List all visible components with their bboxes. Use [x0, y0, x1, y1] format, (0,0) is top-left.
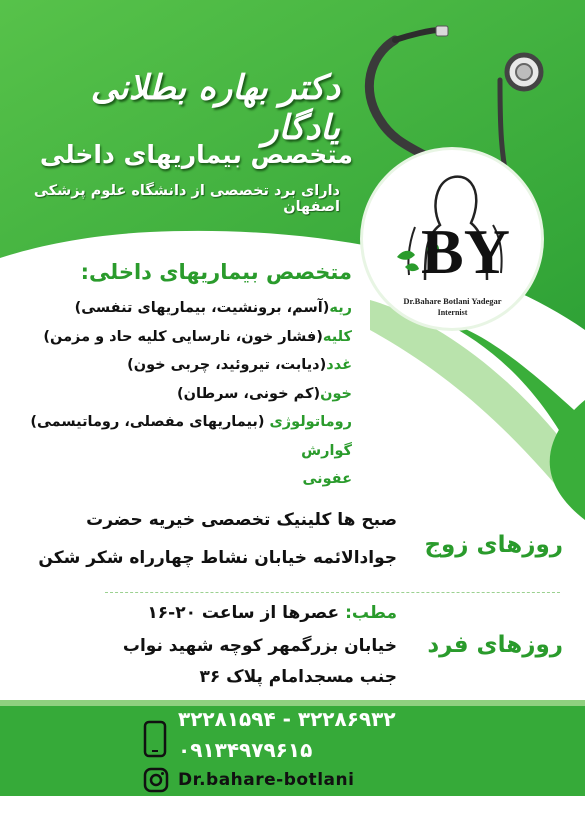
logo-subtitle: Internist [437, 308, 468, 317]
odd-days-line3: جنب مسجدامام پلاک ۳۶ [199, 667, 397, 687]
service-key: گوارش [301, 442, 352, 459]
odd-days-line2: خیابان بزرگمهر کوچه شهید نواب [122, 636, 397, 656]
clinic-hours: عصرها از ساعت ۲۰-۱۶ [147, 603, 340, 623]
list-item [0, 437, 352, 466]
logo-name: Dr.Bahare Botlani Yadegar [403, 296, 502, 306]
odd-days-label: روزهای فرد [427, 632, 563, 658]
mobile-number: ۰۹۱۳۴۹۷۹۶۱۵ [178, 738, 313, 762]
list-item [0, 323, 352, 352]
doctor-name: دکتر بهاره بطلانی یادگار [90, 68, 340, 148]
instagram-icon [143, 767, 169, 793]
clinic-prefix: مطب: [339, 603, 397, 623]
services-list [0, 294, 352, 494]
list-item [0, 294, 352, 323]
service-detail: (دیابت، تیروئید، چربی خون) [127, 357, 327, 373]
instagram-handle: Dr.bahare-botlani [178, 770, 355, 790]
specialty-title: متخصص بیماریهای داخلی [39, 140, 353, 169]
divider [105, 592, 560, 593]
odd-days-line1 [147, 603, 397, 623]
even-days-line1: صبح ها کلینیک تخصصی خیریه حضرت [86, 510, 397, 530]
service-detail: (فشار خون، نارسایی کلیه حاد و مزمن) [43, 328, 323, 345]
services-title: متخصص بیماریهای داخلی: [80, 260, 352, 284]
service-key: ریه [329, 300, 352, 316]
list-item [0, 380, 352, 409]
service-key: روماتولوژی [269, 414, 352, 430]
landline-numbers: ۳۲۲۸۱۵۹۴ - ۳۲۲۸۶۹۳۲ [178, 707, 396, 731]
service-detail: (بیماریهای مفصلی، روماتیسمی) [30, 414, 270, 430]
even-days-line2: جوادالائمه خیابان نشاط چهارراه شکر شکن [38, 548, 397, 568]
mobile-phone-icon [143, 720, 167, 758]
service-key: کلیه [322, 328, 352, 345]
service-key: عفونی [302, 471, 352, 487]
service-detail: (کم خونی، سرطان) [177, 385, 321, 402]
logo-monogram: BY [421, 216, 510, 287]
list-item [0, 351, 352, 380]
service-key: غدد [326, 357, 352, 373]
list-item [0, 408, 352, 437]
list-item [0, 465, 352, 494]
service-key: خون [320, 385, 352, 402]
doctor-logo-icon [385, 165, 525, 295]
footer-light [0, 700, 585, 706]
even-days-label: روزهای زوج [424, 532, 563, 558]
board-certification: دارای برد تخصصی از دانشگاه علوم پزشکی اصفهان [33, 183, 340, 215]
service-detail: (آسم، برونشیت، بیماریهای تنفسی) [74, 300, 330, 316]
